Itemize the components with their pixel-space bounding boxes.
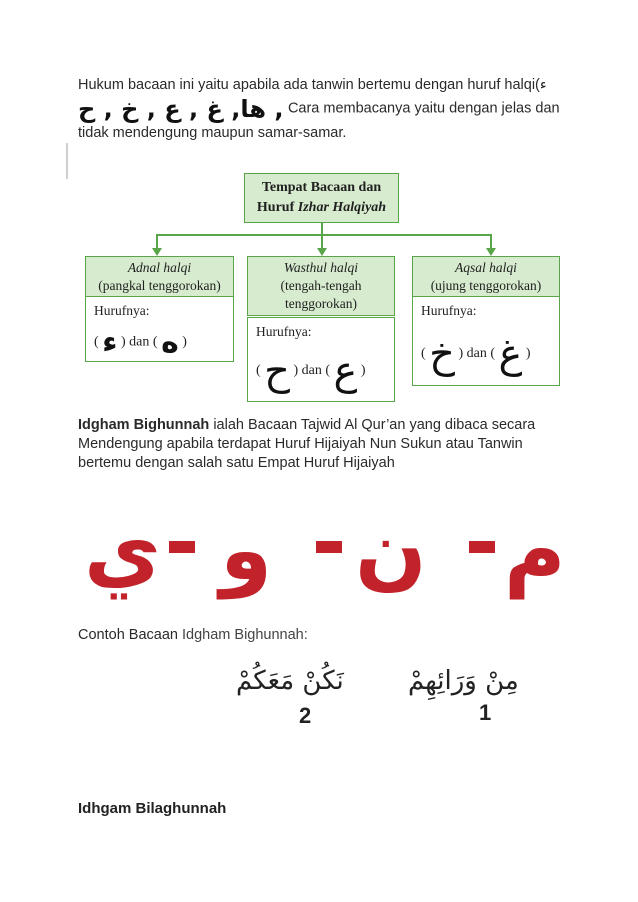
aqsal-dan: ) dan ( [458, 346, 496, 362]
adnal-header [85, 256, 234, 297]
letter-waw: و [220, 501, 273, 599]
halqi-letters: ها, غ , ع , خ , ح , [78, 95, 284, 123]
wasthul-letter-a: ح [264, 348, 290, 394]
intro-line-2-text: Cara membacanya yaitu dengan jelas dan [287, 100, 560, 117]
adnal-huruf-label: Hurufnya: [94, 303, 150, 318]
dash-1 [169, 541, 195, 553]
wasthul-letters [256, 348, 366, 394]
connector-horizontal [156, 234, 492, 236]
diagram-title-prefix: Huruf [256, 200, 298, 215]
intro-line-3: tidak mendengung maupun samar-samar. [78, 125, 347, 141]
example-1: مِنْ وَرَائِهِمْ [408, 666, 519, 696]
wasthul-title: Wasthul halqi [283, 260, 359, 275]
aqsal-title: Aqsal halqi [455, 260, 517, 275]
aqsal-letters [421, 331, 531, 377]
aqsal-huruf-label: Hurufnya: [421, 303, 477, 318]
wasthul-body [247, 317, 395, 402]
letter-nun: ن [355, 501, 427, 599]
diagram-title-box [244, 173, 399, 223]
adnal-open-paren: ( [94, 334, 99, 350]
dash-3 [469, 541, 495, 553]
diagram-title-line-1: Tempat Bacaan dan [261, 180, 382, 195]
example-2: نَكُنْ مَعَكُمْ [236, 666, 344, 696]
aqsal-body [412, 296, 560, 386]
adnal-subtitle: (pangkal tenggorokan) [98, 278, 221, 293]
adnal-close-paren: ) [182, 334, 187, 350]
contoh-label [78, 626, 308, 645]
letter-ya: ي [84, 501, 161, 599]
wasthul-subtitle-1: (tengah-tengah [280, 278, 362, 293]
contoh-label-prefix: Contoh Bacaan [78, 627, 182, 643]
adnal-letter-a: ء [102, 325, 118, 360]
wasthul-subtitle-2: tenggorokan) [285, 296, 357, 311]
wasthul-dan: ) dan ( [293, 363, 331, 379]
margin-marker [66, 143, 68, 179]
aqsal-letter-b: غ [498, 331, 523, 377]
wasthul-close-paren: ) [360, 363, 366, 379]
aqsal-close-paren: ) [525, 346, 531, 362]
diagram-title-italic: Izhar Halqiyah [297, 200, 387, 215]
dash-2 [316, 541, 342, 553]
wasthul-open-paren: ( [256, 363, 261, 379]
bighunnah-line-1-text: ialah Bacaan Tajwid Al Qur’an yang dibaca secara [209, 417, 536, 433]
aqsal-header [412, 256, 560, 297]
diagram-title-line-2 [245, 198, 398, 218]
wasthul-huruf-label: Hurufnya: [256, 324, 312, 339]
arrow-left-icon [152, 248, 162, 256]
adnal-dan: ) dan ( [121, 334, 158, 350]
aqsal-subtitle: (ujung tenggorokan) [430, 278, 542, 293]
bighunnah-paragraph [78, 416, 560, 473]
wasthul-letter-b: ع [333, 348, 358, 394]
bighunnah-line-3: bertemu dengan salah satu Empat Huruf Hijaiyah [78, 455, 395, 471]
adnal-body [85, 296, 234, 362]
bilaghunnah-title: Idhgam Bilaghunnah [78, 800, 227, 817]
letter-mim: م [504, 501, 566, 599]
connector-right [490, 234, 492, 248]
bighunnah-line-2: Mendengung apabila terdapat Huruf Hijaiyah Nun Sukun atau Tanwin [78, 436, 523, 452]
example-1-number: 1 [479, 700, 492, 725]
connector-left [156, 234, 158, 248]
intro-line-2 [78, 95, 560, 123]
connector-middle [321, 234, 323, 248]
arrow-middle-icon [317, 248, 327, 256]
arrow-right-icon [486, 248, 496, 256]
intro-line-1: Hukum bacaan ini yaitu apabila ada tanwin bertemu dengan huruf halqi(ء [78, 77, 547, 93]
example-2-number: 2 [299, 703, 312, 728]
adnal-letters [94, 325, 187, 360]
adnal-letter-b: ه [161, 325, 179, 360]
wasthul-header [247, 256, 395, 316]
contoh-label-term: Idgham Bighunnah: [182, 627, 308, 643]
adnal-title: Adnal halqi [127, 260, 192, 275]
bighunnah-title: Idgham Bighunnah [78, 417, 210, 433]
bighunnah-line-1 [78, 416, 560, 435]
aqsal-letter-a: خ [429, 331, 455, 377]
aqsal-open-paren: ( [421, 346, 426, 362]
